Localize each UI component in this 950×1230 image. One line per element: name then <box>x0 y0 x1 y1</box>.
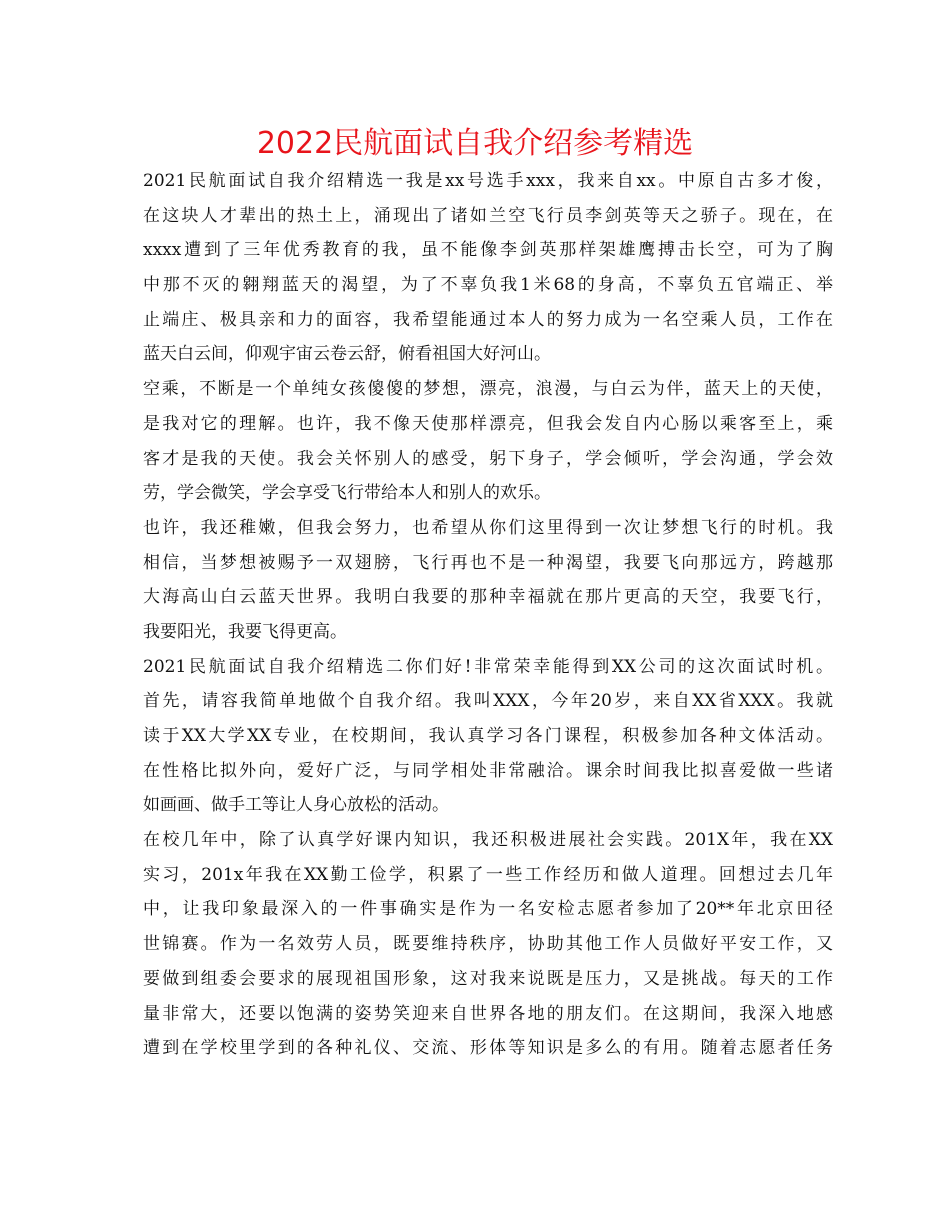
text-line: 在校几年中，除了认真学好课内知识，我还积极进展社会实践。201X年，我在XX <box>143 830 833 851</box>
text-line: 要做到组委会要求的展现祖国形象，这对我来说既是压力，又是挑战。每天的工作 <box>143 968 833 989</box>
text-line: 劳，学会微笑，学会享受飞行带给本人和别人的欢乐。 <box>143 483 551 504</box>
text-line: 2021民航面试自我介绍精选一我是xx号选手xxx，我来自xx。中原自古多才俊， <box>143 171 833 191</box>
document-title: 2022民航面试自我介绍参考精选 <box>256 126 694 161</box>
text-line: 也许，我还稚嫩，但我会努力，也希望从你们这里得到一次让梦想飞行的时机。我 <box>143 517 833 538</box>
text-line: 客才是我的天使。我会关怀别人的感受，躬下身子，学会倾听，学会沟通，学会效 <box>143 448 833 469</box>
text-line: 止端庄、极具亲和力的面容，我希望能通过本人的努力成为一名空乘人员，工作在 <box>143 309 833 330</box>
text-line: 中那不灭的翱翔蓝天的渴望，为了不辜负我1米68的身高，不辜负五官端正、举 <box>143 275 833 296</box>
text-line: 我要阳光，我要飞得更高。 <box>143 621 347 642</box>
text-line: 世锦赛。作为一名效劳人员，既要维持秩序，协助其他工作人员做好平安工作，又 <box>143 934 833 955</box>
text-line: 在这块人才辈出的热土上，涌现出了诸如兰空飞行员李剑英等天之骄子。现在，在 <box>143 205 833 226</box>
text-line: 大海高山白云蓝天世界。我明白我要的那种幸福就在那片更高的天空，我要飞行， <box>143 587 833 608</box>
text-line: 相信，当梦想被赐予一双翅膀，飞行再也不是一种渴望，我要飞向那远方，跨越那 <box>143 552 833 573</box>
text-line: 2021民航面试自我介绍精选二你们好!非常荣幸能得到XX公司的这次面试时机。 <box>143 656 833 677</box>
document-body <box>143 164 833 1066</box>
text-line: 中，让我印象最深入的一件事确实是作为一名安检志愿者参加了20**年北京田径 <box>143 899 833 920</box>
text-line: 是我对它的理解。也许，我不像天使那样漂亮，但我会发自内心肠以乘客至上，乘 <box>143 413 833 434</box>
text-line: 读于XX大学XX专业，在校期间，我认真学习各门课程，积极参加各种文体活动。 <box>143 726 833 746</box>
text-line: 首先，请容我简单地做个自我介绍。我叫XXX，今年20岁，来自XX省XXX。我就 <box>143 691 833 712</box>
text-line: 遭到在学校里学到的各种礼仪、交流、形体等知识是多么的有用。随着志愿者任务 <box>143 1038 833 1059</box>
text-line: 实习，201x年我在XX勤工俭学，积累了一些工作经历和做人道理。回想过去几年 <box>143 864 833 885</box>
text-line: 在性格比拟外向，爱好广泛，与同学相处非常融洽。课余时间我比拟喜爱做一些诸 <box>143 760 833 781</box>
text-line: 空乘，不断是一个单纯女孩傻傻的梦想，漂亮，浪漫，与白云为伴，蓝天上的天使， <box>143 379 833 400</box>
text-line: 如画画、做手工等让人身心放松的活动。 <box>143 795 449 816</box>
text-line: 量非常大，还要以饱满的姿势笑迎来自世界各地的朋友们。在这期间，我深入地感 <box>143 1003 833 1024</box>
text-line: 蓝天白云间，仰观宇宙云卷云舒，俯看祖国大好河山。 <box>143 344 551 365</box>
text-line: xxxx遭到了三年优秀教育的我，虽不能像李剑英那样架雄鹰搏击长空，可为了胸 <box>143 240 833 261</box>
